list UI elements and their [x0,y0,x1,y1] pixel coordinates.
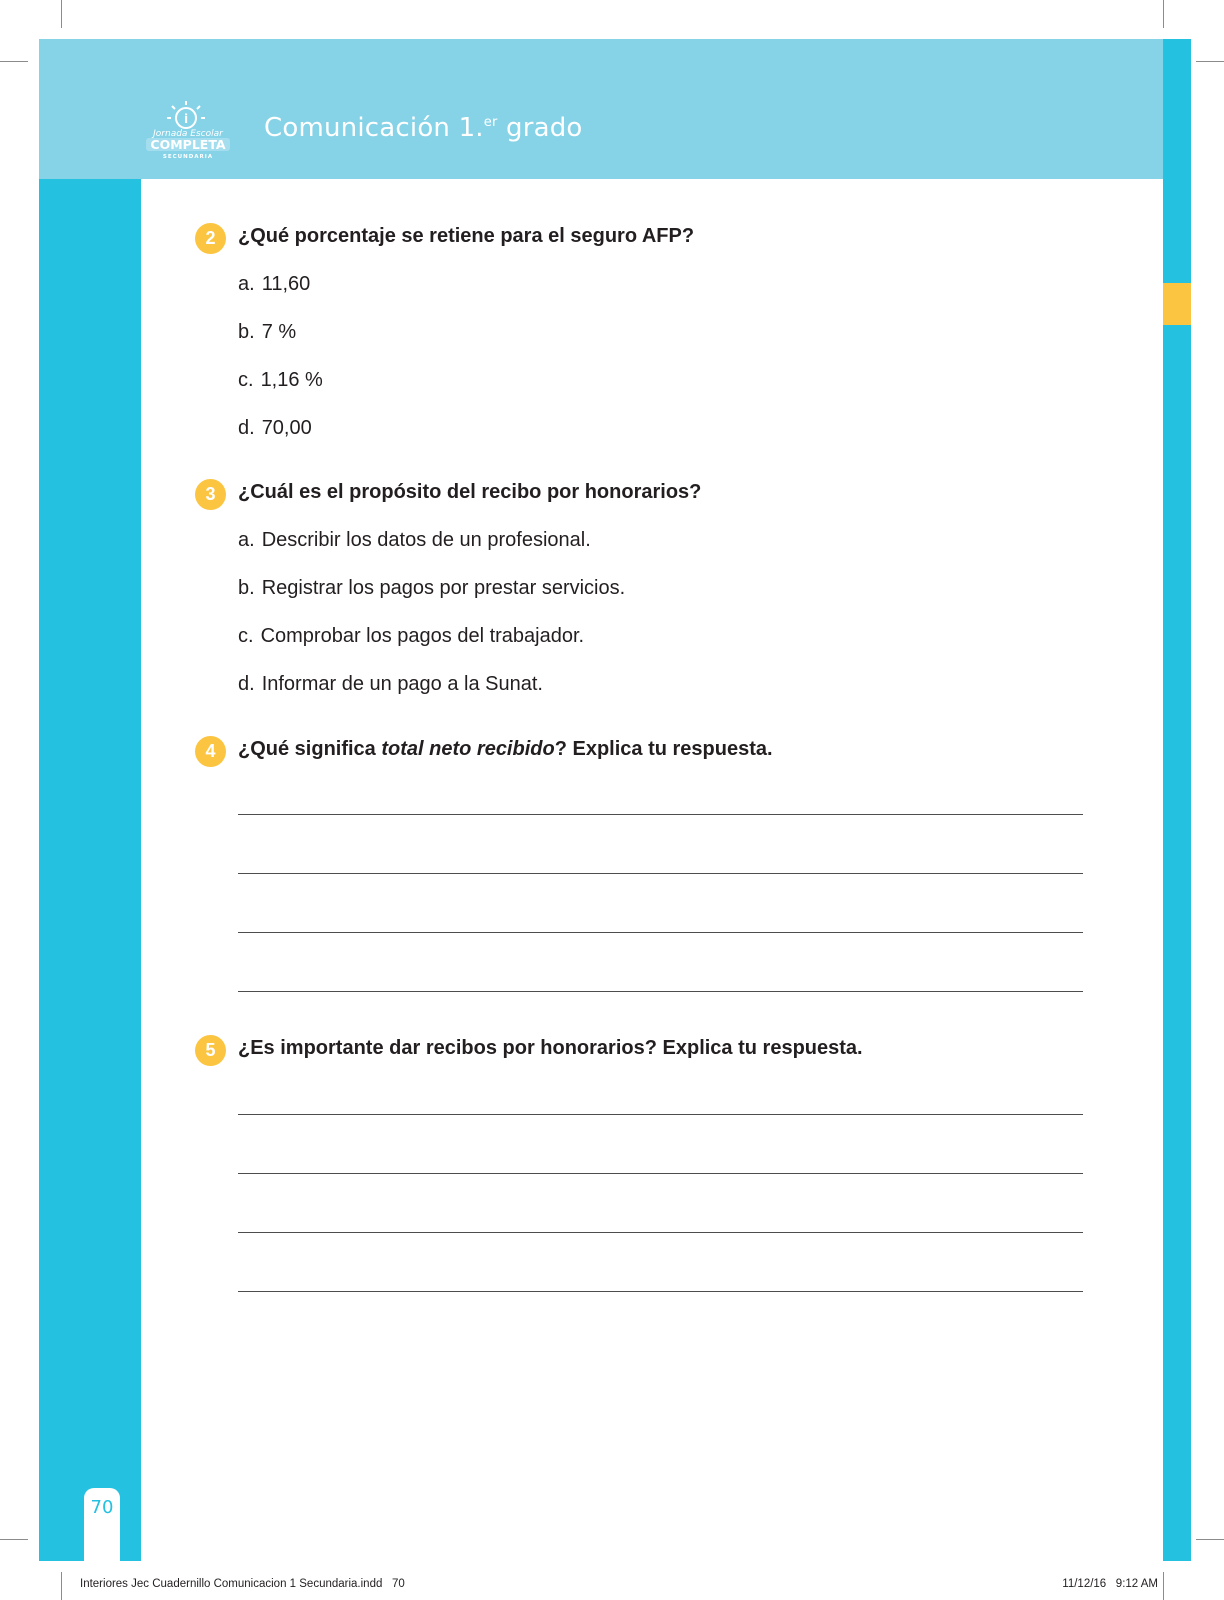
crop-mark [0,1539,28,1540]
crop-mark [0,61,28,62]
answer-line[interactable] [238,1291,1083,1292]
question-number-badge: 5 [195,1035,226,1066]
answer-line[interactable] [238,1232,1083,1233]
question-text: ¿Cuál es el propósito del recibo por honorarios? [238,481,702,503]
page-title: Comunicación 1.$^{er}$ grado [264,113,583,143]
option-b[interactable]: b. 7 % [238,321,297,343]
question-text: ¿Qué porcentaje se retiene para el seguro AFP? [238,225,695,247]
option-d[interactable]: d. 70,00 [238,417,312,439]
footer-timestamp: 11/12/16 9:12 AM [1062,1578,1158,1590]
crop-mark [1163,1572,1164,1600]
option-a[interactable]: a. Describir los datos de un profesional. [238,529,591,551]
logo-glyph: i [183,112,189,126]
svg-text:Jornada Escolar: Jornada Escolar [153,129,223,139]
option-b[interactable]: b. Registrar los pagos por prestar servicios. [238,577,626,599]
answer-line[interactable] [238,991,1083,992]
crop-mark [61,1572,62,1600]
question-text: ¿Es importante dar recibos por honorarios? Explica tu respuesta. [238,1037,863,1059]
page-number: 70 [90,1497,114,1518]
answer-line[interactable] [238,873,1083,874]
answer-line[interactable] [238,1114,1083,1115]
question-number-badge: 3 [195,479,226,510]
crop-mark [1196,61,1224,62]
section-tab-marker [1163,283,1191,325]
left-margin-band [39,179,141,1561]
option-c[interactable]: c. Comprobar los pagos del trabajador. [238,625,585,647]
jornada-escolar-completa-logo [142,98,234,160]
question-number-badge: 4 [195,736,226,767]
answer-line[interactable] [238,814,1083,815]
crop-mark [61,0,62,28]
option-d[interactable]: d. Informar de un pago a la Sunat. [238,673,543,695]
answer-line[interactable] [238,1173,1083,1174]
svg-text:COMPLETA: COMPLETA [150,137,226,152]
svg-text:SECUNDARIA: SECUNDARIA [162,154,214,160]
crop-mark [1196,1539,1224,1540]
answer-line[interactable] [238,932,1083,933]
option-c[interactable]: c. 1,16 % [238,369,323,391]
crop-mark [1163,0,1164,28]
question-text: ¿Qué significa total neto recibido? Explica tu respuesta. [238,738,773,760]
question-number-badge: 2 [195,223,226,254]
footer-file-slug: Interiores Jec Cuadernillo Comunicacion 1 Secundaria.indd 70 [80,1578,405,1590]
option-a[interactable]: a. 11,60 [238,273,311,295]
right-margin-band [1163,39,1191,1561]
